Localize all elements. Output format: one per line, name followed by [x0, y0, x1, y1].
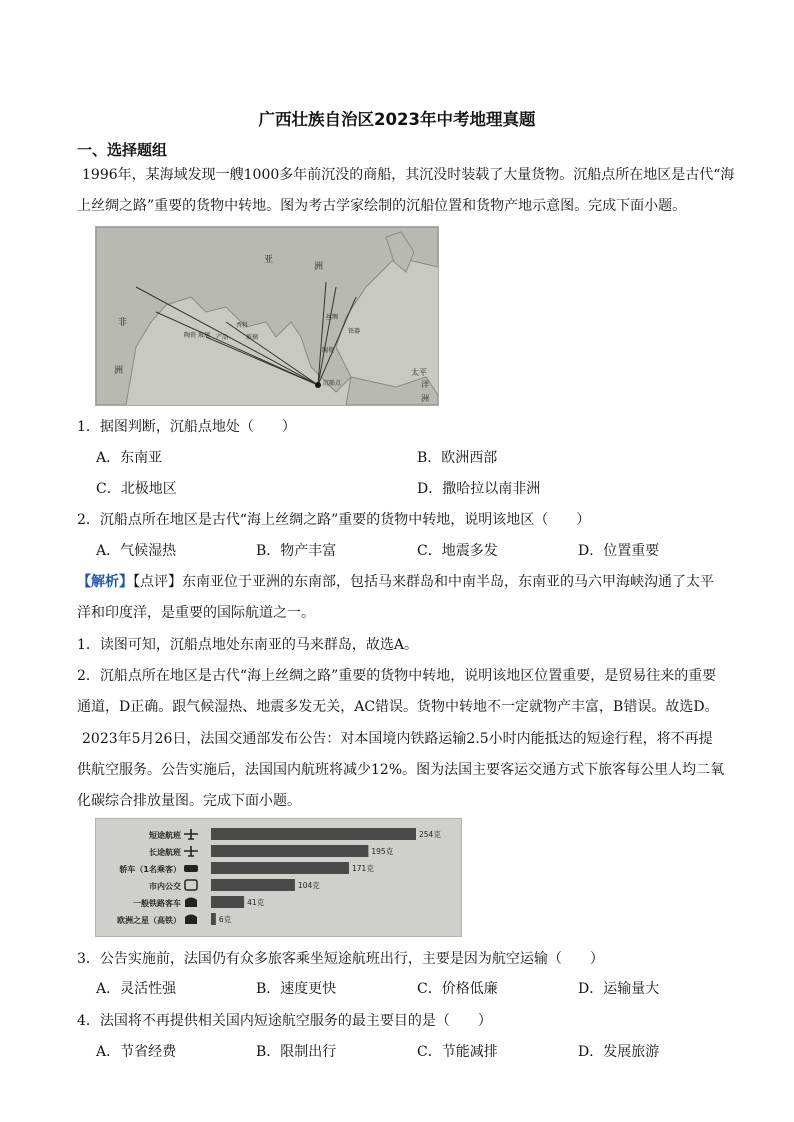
value-label: 41克: [247, 898, 265, 907]
q1-option-d[interactable]: D．撒哈拉以南非洲: [417, 481, 541, 497]
map-label-zhou: 洲: [314, 262, 324, 272]
route-line: [206, 337, 318, 385]
answer-2b: 通道，D正确。跟气候湿热、地震多发无关，AC错误。货物中转地不一定就物产丰富，B错误。故选D。: [77, 699, 719, 715]
q3-option-b[interactable]: B．速度更快: [256, 981, 337, 997]
airplane-icon: [184, 846, 198, 856]
value-label: 6克: [218, 915, 232, 924]
car-icon: [184, 865, 198, 872]
q4-option-d[interactable]: D．发展旅游: [578, 1044, 660, 1060]
bus-icon: [185, 880, 197, 890]
bar: [211, 845, 368, 857]
bar: [211, 896, 244, 908]
map-label-zhou: 洲: [421, 394, 429, 403]
intro-paragraph-2b: 供航空服务。公告实施后，法国国内航班将减少12%。图为法国主要客运交通方式下旅客每公里人均二氧: [77, 762, 725, 778]
q2-option-a[interactable]: A．气候湿热: [96, 543, 177, 559]
value-label: 104克: [297, 881, 320, 890]
shipwreck-map: [95, 226, 439, 406]
question-3: 3．公告实施前，法国仍有众多旅客乘坐短途航班出行，主要是因为航空运输（ ）: [77, 951, 604, 967]
q2-option-d[interactable]: D．位置重要: [578, 543, 660, 559]
bar: [211, 828, 416, 840]
answer-1: 1．读图可知，沉船点地处东南亚的马来群岛，故选A。: [77, 637, 419, 653]
intro-paragraph-2a: 2023年5月26日，法国交通部发布公告：对本国境内铁路运输2.5小时内能抵达的短途行程，将不再提: [82, 731, 713, 747]
map-label-ocean: 洋: [421, 380, 429, 389]
question-1: 1．据图判断，沉船点地处（ ）: [77, 419, 296, 435]
analysis-line-1: [77, 571, 714, 591]
q3-option-d[interactable]: D．运输量大: [578, 981, 660, 997]
map-label-cargo: 陶瓷 玻璃: [184, 332, 210, 339]
chart-svg: [96, 819, 461, 936]
category-label: 长途航班: [149, 848, 181, 857]
q3-option-a[interactable]: A．灵活性强: [96, 981, 177, 997]
map-label-cargo: 铁器: [348, 328, 361, 335]
category-label: 欧洲之星（高铁）: [117, 916, 181, 925]
value-label: 254克: [419, 830, 441, 839]
bar: [211, 879, 295, 891]
map-label-cargo: 产品: [216, 334, 229, 341]
landmass: [96, 227, 438, 405]
map-label-asia: 亚: [264, 255, 274, 265]
airplane-icon: [184, 829, 198, 839]
q2-option-c[interactable]: C．地震多发: [417, 543, 498, 559]
category-label: 市内公交: [149, 882, 181, 891]
intro-paragraph-2c: 化碳综合排放量图。完成下面小题。: [77, 793, 301, 809]
category-label: 短途航班: [149, 831, 181, 840]
q2-option-b[interactable]: B．物产丰富: [256, 543, 337, 559]
question-2: 2．沉船点所在地区是古代“海上丝绸之路”重要的货物中转地，说明该地区（ ）: [77, 512, 591, 528]
value-label: 195克: [371, 847, 394, 856]
category-label: 轿车（1名乘客）: [119, 865, 181, 874]
map-label-africa: 非: [118, 318, 128, 328]
answer-2a: 2．沉船点所在地区是古代“海上丝绸之路”重要的货物中转地，说明该地区位置重要，是贸易往来的重要: [77, 668, 717, 684]
bar: [211, 913, 216, 925]
intro-paragraph-1a: 1996年，某海域发现一艘1000多年前沉没的商船，其沉没时装载了大量货物。沉船点所在地区是古代“海: [82, 167, 735, 183]
q4-option-b[interactable]: B．限制出行: [256, 1044, 337, 1060]
map-label-cargo: 丝绸: [326, 314, 339, 321]
emissions-chart: [95, 818, 462, 937]
map-label-cargo: 香料: [236, 322, 249, 329]
map-label-zhou: 洲: [114, 366, 124, 376]
q1-option-a[interactable]: A．东南亚: [96, 450, 163, 466]
q4-option-c[interactable]: C．节能减排: [417, 1044, 498, 1060]
map-label-ocean: 太平: [411, 368, 427, 377]
category-label: 一般铁路客车: [133, 899, 181, 908]
wreck-marker: [315, 382, 321, 388]
q1-option-b[interactable]: B．欧洲西部: [417, 450, 498, 466]
map-label-cargo: 陶瓷: [322, 347, 335, 354]
intro-paragraph-1b: 上丝绸之路”重要的货物中转地。图为考古学家绘制的沉船位置和货物产地示意图。完成下面小题。: [77, 198, 687, 214]
q1-option-c[interactable]: C．北极地区: [96, 481, 177, 497]
train-icon: [185, 915, 197, 925]
q3-option-c[interactable]: C．价格低廉: [417, 981, 498, 997]
train-icon: [185, 898, 197, 908]
map-svg: [96, 227, 438, 405]
section-heading: 一、选择题组: [77, 141, 168, 159]
question-4: 4．法国将不再提供相关国内短途航空服务的最主要目的是（ ）: [77, 1013, 492, 1029]
page-title: 广西壮族自治区2023年中考地理真题: [258, 110, 536, 129]
map-label-cargo: 玻璃: [246, 334, 259, 341]
analysis-line-2: 洋和印度洋，是重要的国际航道之一。: [77, 605, 315, 621]
value-label: 171克: [352, 864, 374, 873]
map-label-wreck: 沉船点: [323, 380, 342, 387]
analysis-tag: 【解析】: [77, 574, 133, 590]
analysis-text: 【点评】东南亚位于亚洲的东南部，包括马来群岛和中南半岛，东南亚的马六甲海峡沟通了太平: [133, 574, 714, 590]
bar: [211, 862, 349, 874]
q4-option-a[interactable]: A．节省经费: [96, 1044, 177, 1060]
